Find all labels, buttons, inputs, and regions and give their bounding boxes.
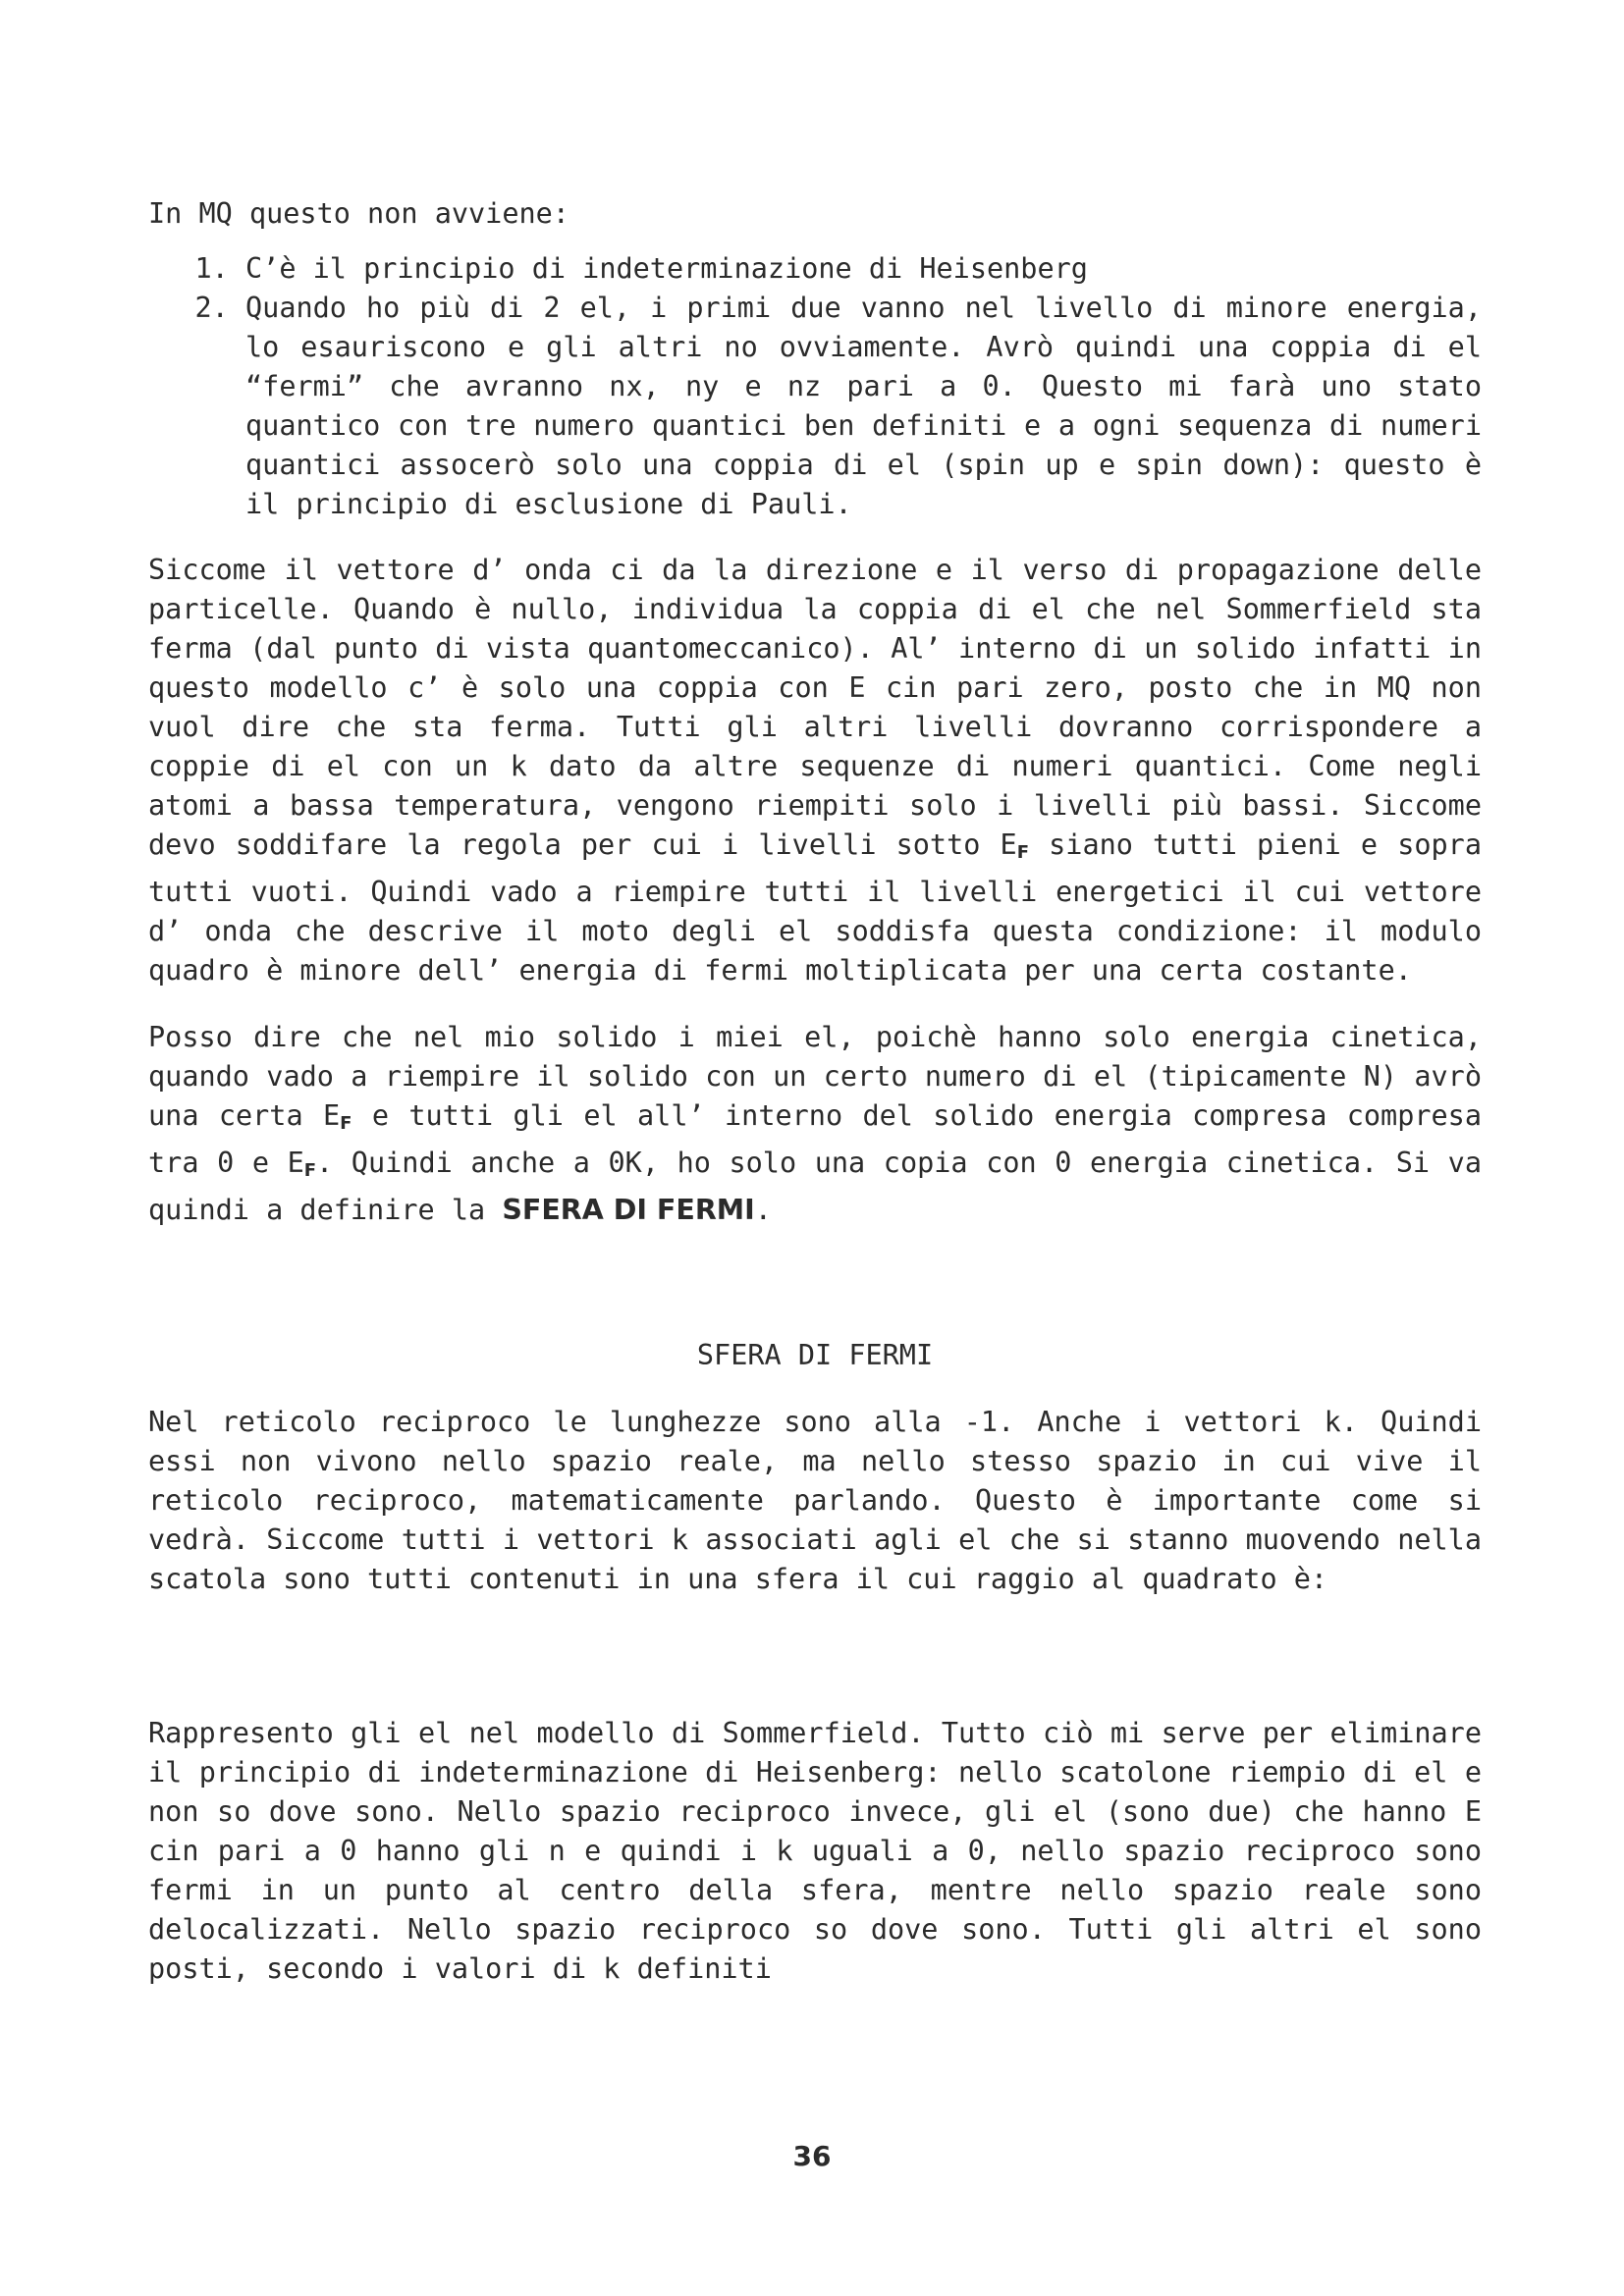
- list-item: 1. C’è il principio di indeterminazione di Heisenberg: [245, 249, 1482, 289]
- list-item: 2. Quando ho più di 2 el, i primi due vanno nel livello di minore energia, lo esauriscono e gli altri no ovviamente. Avrò quindi una coppia di el “fermi” che avranno nx, ny e nz pari a 0. Questo mi farà uno stato quantico con tre numero quantici ben definiti e a ogni sequenza di numeri quantici assocerò solo una coppia di el (spin up e spin down): questo è il principio di esclusione di Pauli.: [245, 289, 1482, 524]
- paragraph-wave-vector: Siccome il vettore d’ onda ci da la direzione e il verso di propagazione delle particelle. Quando è nullo, individua la coppia di el che nel Sommerfield sta ferma (dal punto di vista quantomeccanico). Al’ interno di un solido infatti in questo modello c’ è solo una coppia con E cin pari zero, posto che in MQ non vuol dire che sta ferma. Tutti gli altri livelli dovranno corrispondere a coppie di el con un k dato da altre sequenze di numeri quantici. Come negli atomi a bassa temperatura, vengono riempiti solo i livelli più bassi. Siccome devo soddifare la regola per cui i livelli sotto $E_F$ siano tutti pieni e sopra tutti vuoti. Quindi vado a riempire tutti il livelli energetici il cui vettore d’ onda che descrive il moto degli el soddisfa questa condizione: il modulo quadro è minore dell’ energia di fermi moltiplicata per una certa costante.: [148, 554, 1482, 987]
- paragraph-reciprocal-lattice: Nel reticolo reciproco le lunghezze sono alla -1. Anche i vettori k. Quindi essi non vivono nello spazio reale, ma nello stesso spazio in cui vive il reticolo reciproco, matematicamente parlando. Questo è importante come si vedrà. Siccome tutti i vettori k associati agli el che si stanno muovendo nella scatola sono tutti contenuti in una sfera il cui raggio al quadrato è:: [148, 1406, 1482, 1595]
- numbered-list: [148, 249, 1482, 524]
- paragraph-sommerfield: Rappresento gli el nel modello di Sommerfield. Tutto ciò mi serve per eliminare il principio di indeterminazione di Heisenberg: nello scatolone riempio di el e non so dove sono. Nello spazio reciproco invece, gli el (sono due) che hanno E cin pari a 0 hanno gli n e quindi i k uguali a 0, nello spazio reciproco sono fermi in un punto al centro della sfera, mentre nello spazio reale sono delocalizzati. Nello spazio reciproco so dove sono. Tutti gli altri el sono posti, secondo i valori di k definiti: [148, 1717, 1482, 1985]
- section-heading: SFERA DI FERMI: [696, 1339, 934, 1371]
- intro-line: In MQ questo non avviene:: [148, 197, 569, 230]
- paragraph-filling: Posso dire che nel mio solido i miei el, poichè hanno solo energia cinetica, quando vado a riempire il solido con un certo numero di el (tipicamente N) avrò una certa $E_F$ e tutti gli el all’ interno del solido energia compresa compresa tra 0 e $E_F$. Quindi anche a 0K, ho solo una copia con 0 energia cinetica. Si va quindi a definire la SFERA DI FERMI.: [148, 1021, 1482, 1226]
- fermi-sphere-term: SFERA DI FERMI: [502, 1194, 755, 1226]
- text-column: [148, 194, 1482, 1989]
- page-number: 36: [792, 2140, 832, 2172]
